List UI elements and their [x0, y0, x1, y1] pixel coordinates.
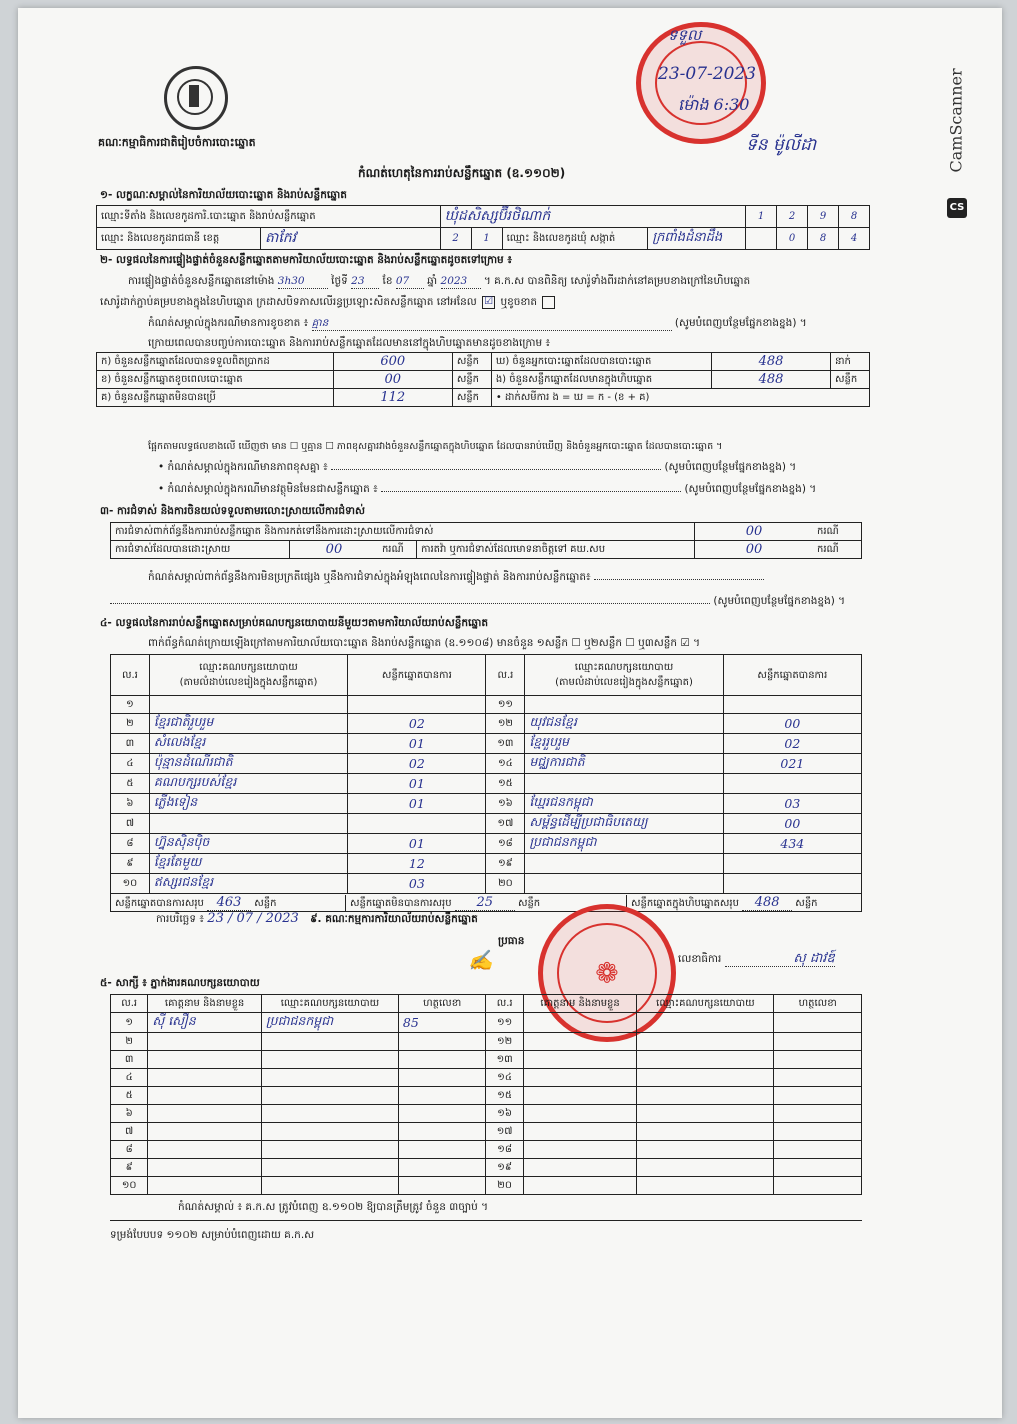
witness-signature	[774, 1013, 862, 1033]
witness-signature	[398, 1051, 486, 1069]
signing-date-line: ការបរិច្ឆេទ ៖ 23 / 07 / 2023 ៩. គណៈកម្មការការិយាល័យរាប់សន្លឹកឆ្នោត	[156, 911, 478, 926]
party-votes: 01	[348, 834, 486, 854]
seal-status-line: សោរ៉ូដាក់ភ្ជាប់គម្របខាងក្នុងនៃហិបឆ្នោត ក្រដាសបិទភាសលើរន្ធប្រឡោះសិតសន្លឹកឆ្នោត នៅអនែល ☑ ឬខូចខាត	[100, 295, 557, 309]
witness-party	[261, 1177, 398, 1195]
table-row	[111, 1105, 862, 1123]
witness-footer-note: កំណត់សម្គាល់ ៖ គ.ក.ស ត្រូវបំពេញ ឧ.១១០២ ឱ្យបានត្រឹមត្រូវ ចំនួន ៣ច្បាប់ ។	[178, 1201, 489, 1213]
party-votes	[348, 814, 486, 834]
commune-label: ឈ្មោះ និងលេខកូដឃុំ សង្កាត់	[502, 228, 648, 250]
province-label: ឈ្មោះ និងលេខកូដរាជធានី ខេត្ត	[97, 228, 261, 250]
party-votes	[348, 696, 486, 714]
party-no: ៨	[111, 834, 150, 854]
voters-value: 488	[712, 353, 831, 371]
witness-party	[261, 1141, 398, 1159]
table-row	[111, 774, 862, 794]
witness-name	[523, 1051, 637, 1069]
witness-name	[523, 1033, 637, 1051]
witness-party	[261, 1123, 398, 1141]
party-name	[525, 696, 723, 714]
col-party: ឈ្មោះគណបក្សនយោបាយ (តាមលំដាប់លេខរៀងក្នុងសន្លឹកឆ្នោត)	[525, 655, 723, 696]
witness-signature	[398, 1123, 486, 1141]
party-votes: 00	[723, 714, 861, 734]
verification-line: ការផ្ទៀងផ្ទាត់ចំនួនសន្លឹកឆ្នោតនៅម៉ោង 3h30 ថ្ងៃទី 23 ខែ 07 ឆ្នាំ 2023 ។ គ.ក.ស បានពិនិត្យ សោរ៉ូទាំងពីរដាក់នៅគម្របខាងក្រៅនៃហិបឆ្នោត	[128, 275, 751, 287]
col-no: ល.រ	[111, 655, 150, 696]
province-code-digit: 1	[471, 228, 502, 250]
party-votes: 01	[348, 774, 486, 794]
station-code-digit: 9	[808, 206, 839, 228]
party-name: ខ្មែររួបរួម	[525, 734, 723, 754]
witness-name	[523, 1087, 637, 1105]
party-votes	[723, 774, 861, 794]
camscanner-watermark	[943, 48, 973, 213]
party-no: ១៨	[486, 834, 525, 854]
witness-no: ១៨	[486, 1141, 523, 1159]
witness-signature	[774, 1051, 862, 1069]
commune-code-digit: 0	[777, 228, 808, 250]
witness-signature	[398, 1087, 486, 1105]
witness-no: ១១	[486, 1013, 523, 1033]
section5-title: ៥- សាក្សី ៖ ភ្នាក់ងារគណបក្សនយោបាយ	[100, 977, 260, 989]
col-votes: សន្លឹកឆ្នោតបានការ	[723, 655, 861, 696]
table-row	[111, 754, 862, 774]
table-row	[111, 874, 862, 894]
witness-no: ១២	[486, 1033, 523, 1051]
witness-signature	[398, 1177, 486, 1195]
witness-signature	[774, 1033, 862, 1051]
station-code-digit: 8	[839, 206, 870, 228]
foreign-object-note-line: • កំណត់សម្គាល់ក្នុងករណីមានវត្ថុមិនមែនជាសន្លឹកឆ្នោត ៖ (សូមបំពេញបន្ថែមផ្នែកខាងខ្នង) ។	[158, 483, 817, 495]
party-name: ឥស្សរជនខ្មែរ	[149, 874, 347, 894]
witness-no: ១៤	[486, 1069, 523, 1087]
discrepancy-note-line: • កំណត់សម្គាល់ក្នុងករណីមានភាពខុសគ្នា ៖ (សូមបំពេញបន្ថែមផ្នែកខាងខ្នង) ។	[158, 461, 797, 473]
witness-name	[523, 1013, 637, 1033]
witness-party	[637, 1033, 774, 1051]
damage-note-value: គ្មាន	[312, 316, 672, 331]
in-box-value: 488	[712, 371, 831, 389]
ballot-row: ខ) ចំនួនសន្លឹកឆ្នោតខូចពេលបោះឆ្នោត 00 សន្លឹក ង) ចំនួនសន្លឹកឆ្នោតដែលមានក្នុងហិបឆ្នោត 488 សន្លឹក	[97, 371, 870, 389]
section1-title: ១- លក្ខណៈសម្គាល់នៃការិយាល័យបោះឆ្នោត និងរាប់សន្លឹកឆ្នោត	[100, 189, 347, 201]
verification-month: 07	[396, 274, 424, 289]
witness-party	[637, 1159, 774, 1177]
witness-no: ១៦	[486, 1105, 523, 1123]
secretary-name: សុ ដាវឌ៍	[725, 952, 835, 967]
witness-name	[148, 1069, 262, 1087]
witness-signature	[398, 1033, 486, 1051]
table-row	[111, 1159, 862, 1177]
damage-note-line: កំណត់សម្គាល់ក្នុងករណីមានការខូចខាត ៖ គ្មាន (សូមបំពេញបន្ថែមផ្នែកខាងខ្នង) ។	[148, 317, 807, 329]
party-votes	[723, 696, 861, 714]
party-no: ១៥	[486, 774, 525, 794]
party-votes: 02	[348, 714, 486, 734]
complaint-row: ការជំទាស់ពាក់ព័ន្ធនឹងការរាប់សន្លឹកឆ្នោត និងការកត់ទៅនឹងការដោះស្រាយលើការជំទាស់ 00 ករណី	[111, 523, 862, 541]
party-no: ៦	[111, 794, 150, 814]
party-no: ១១	[486, 696, 525, 714]
party-no: ១២	[486, 714, 525, 734]
chair-label: ប្រធាន	[498, 935, 525, 947]
section3-title: ៣- ការជំទាស់ និងការចិនយល់ទទួលតាមរលោះស្រាយលើការជំទាស់	[100, 505, 365, 517]
complaint-count: 00	[695, 523, 814, 541]
witness-signature	[774, 1177, 862, 1195]
witness-party	[261, 1105, 398, 1123]
table-row	[111, 1087, 862, 1105]
party-results-table	[110, 654, 862, 912]
table-row	[111, 1013, 862, 1033]
witness-no: ១៣	[486, 1051, 523, 1069]
document-page	[18, 8, 1002, 1418]
witness-party	[637, 1177, 774, 1195]
witness-party	[637, 1051, 774, 1069]
party-no: ២០	[486, 874, 525, 894]
witness-party	[637, 1105, 774, 1123]
witness-party	[261, 1051, 398, 1069]
verification-time: 3h30	[278, 274, 328, 289]
table-row	[111, 814, 862, 834]
intact-checkbox[interactable]: ☑	[482, 296, 495, 309]
party-name	[525, 874, 723, 894]
witness-table: ល.រ គោត្តនាម និងនាមខ្លួន ឈ្មោះគណបក្សនយោបាយ ហត្ថលេខា ល.រ គោត្តនាម និងនាមខ្លួន ឈ្មោះគណបក្សនយោបាយ ហត្ថលេខា ១ ស៊ី សឿន ប្រជាជនកម្ពុជា 85 ១១ ២ ១២ ៣ ១៣ ៤ ១៤ ៥ ១៥ ៦ ១៦ ៧ ១៧ ៨ ១៨ ៩ ១៩ ១០ ២០	[110, 994, 862, 1195]
table-row	[111, 714, 862, 734]
ballot-row: ក) ចំនួនសន្លឹកឆ្នោតដែលបានទទួលពិតប្រាកដ 600 សន្លឹក ឃ) ចំនួនអ្នកបោះឆ្នោតដែលបានបោះឆ្នោត 488 នាក់	[97, 353, 870, 371]
witness-name	[148, 1033, 262, 1051]
witness-name	[148, 1087, 262, 1105]
table-row	[111, 794, 862, 814]
signing-date: 23 / 07 / 2023	[207, 911, 299, 926]
witness-party	[637, 1069, 774, 1087]
party-no: ១៩	[486, 854, 525, 874]
received-value: 600	[333, 353, 452, 371]
total-invalid: 25	[455, 895, 515, 911]
party-name: យុវជនខ្មែរ	[525, 714, 723, 734]
party-name: ប្រជាជនកម្ពុជា	[525, 834, 723, 854]
party-name: សម្ព័ន្ធដើម្បីប្រជាធិបតេយ្យ	[525, 814, 723, 834]
table-row	[111, 696, 862, 714]
party-no: ៣	[111, 734, 150, 754]
table-row	[111, 1069, 862, 1087]
complaint-table	[110, 522, 862, 559]
party-name: ភ្លើងទៀន	[149, 794, 347, 814]
complaint-row: ការជំទាស់ដែលបានដោះស្រាយ 00 ករណី ការតវ៉ា ឬការជំទាស់ដែលមោទនាចិត្តទៅ គឃ.សប 00 ករណី	[111, 541, 862, 559]
nec-emblem-icon	[164, 66, 228, 130]
witness-name	[148, 1051, 262, 1069]
secretary-line: លេខាធិការ សុ ដាវឌ៍	[678, 951, 835, 966]
party-no: ១០	[111, 874, 150, 894]
discrepancy-check-line: ផ្អែកតាមលទ្ធផលខាងលើ ឃើញថា មាន ☐ ឬគ្មាន ☐ ភាពខុសគ្នារវាងចំនួនសន្លឹកឆ្នោតក្នុងហិបឆ្នោត ដែលបានរាប់ឃើញ និងចំនួនអ្នកបោះឆ្នោត ដែលបានបោះឆ្នោត ។	[148, 441, 723, 452]
witness-no: ៩	[111, 1159, 148, 1177]
stamp-date: 23-07-2023	[658, 64, 757, 84]
province-value: តាកែវ	[261, 228, 441, 250]
party-no: ១៧	[486, 814, 525, 834]
station-id-table	[96, 205, 870, 250]
commune-value: ក្រពាំងដំនាដឹង	[648, 228, 746, 250]
witness-name	[148, 1105, 262, 1123]
witness-name	[523, 1069, 637, 1087]
party-no: ៤	[111, 754, 150, 774]
witness-name	[148, 1159, 262, 1177]
col-no: ល.រ	[486, 655, 525, 696]
org-name: គណៈកម្មាធិការជាតិរៀបចំការបោះឆ្នោត	[98, 136, 256, 149]
witness-name	[523, 1105, 637, 1123]
party-name: សំលេងខ្មែរ	[149, 734, 347, 754]
party-votes: 03	[348, 874, 486, 894]
party-name	[525, 774, 723, 794]
verification-day: 23	[351, 274, 379, 289]
section4-title: ៤- លទ្ធផលនៃការរាប់សន្លឹកឆ្នោតសម្រាប់គណបក្សនយោបាយនីមួយៗតាមការិយាល័យរាប់សន្លឹកឆ្នោត	[100, 617, 489, 629]
party-name	[525, 854, 723, 874]
party-no: ៥	[111, 774, 150, 794]
totals-row: សន្លឹកឆ្នោតបានការសរុប 463 សន្លឹក សន្លឹកឆ្នោតមិនបានការសរុប 25 សន្លឹក សន្លឹកឆ្នោតក្នុងហិបឆ្នោតសរុប 488 សន្លឹក	[111, 894, 862, 912]
form-footer-note: ទម្រង់បែបបទ ១១០២ សម្រាប់បំពេញដោយ គ.ក.ស	[110, 1229, 315, 1241]
witness-no: ៨	[111, 1141, 148, 1159]
witness-name: ស៊ី សឿន	[148, 1013, 262, 1033]
party-votes: 01	[348, 794, 486, 814]
witness-party: ប្រជាជនកម្ពុជា	[261, 1013, 398, 1033]
party-name: ឃ្មែរជនកម្ពុជា	[525, 794, 723, 814]
witness-party	[637, 1141, 774, 1159]
ballot-row: គ) ចំនួនសន្លឹកឆ្នោតមិនបានប្រើ 112 សន្លឹក • ដាក់សមីការ ង = ឃ = ក - (ខ + គ)	[97, 389, 870, 407]
table-row	[111, 1177, 862, 1195]
camscanner-brand: CamScanner	[946, 68, 966, 173]
party-name: ប៉ុន្មានដំណើរជាតិ	[149, 754, 347, 774]
witness-party	[261, 1159, 398, 1177]
commune-code-digit: 4	[839, 228, 870, 250]
witness-signature	[398, 1069, 486, 1087]
witness-party	[637, 1123, 774, 1141]
witness-signature	[774, 1141, 862, 1159]
province-code-digit: 2	[440, 228, 471, 250]
stamp-time: ម៉ោង 6:30	[678, 95, 750, 114]
party-name	[149, 814, 347, 834]
witness-signature	[398, 1105, 486, 1123]
witness-name	[148, 1177, 262, 1195]
table-row	[111, 1033, 862, 1051]
party-name: ខ្មែរជាតិរួបរួម	[149, 714, 347, 734]
party-votes	[723, 854, 861, 874]
witness-signature	[398, 1159, 486, 1177]
party-name: ខ្មែរតែមួយ	[149, 854, 347, 874]
witness-no: ២០	[486, 1177, 523, 1195]
party-name	[149, 696, 347, 714]
party-name: គណបក្សរបស់ខ្មែរ	[149, 774, 347, 794]
list-intro: ក្រោយពេលបានបញ្ចប់ការបោះឆ្នោត និងការរាប់សន្លឹកឆ្នោតដែលមាននៅក្នុងហិបឆ្នោតមានដូចខាងក្រោម ៖	[148, 337, 551, 349]
party-votes: 00	[723, 814, 861, 834]
forwarded-count: 00	[695, 541, 814, 559]
witness-no: ១៥	[486, 1087, 523, 1105]
total-in-box: 488	[742, 895, 792, 911]
party-no: ៧	[111, 814, 150, 834]
station-value: ឃុំដសិស្សប៊ីរថិណាក់	[440, 206, 745, 228]
witness-party	[261, 1069, 398, 1087]
witness-signature: 85	[398, 1013, 486, 1033]
table-row	[111, 1123, 862, 1141]
witness-no: ៣	[111, 1051, 148, 1069]
witness-party	[261, 1087, 398, 1105]
witness-no: ១៩	[486, 1159, 523, 1177]
party-votes	[723, 874, 861, 894]
witness-party	[637, 1087, 774, 1105]
station-code-digit: 2	[777, 206, 808, 228]
witness-no: ១៧	[486, 1123, 523, 1141]
party-no: ១៣	[486, 734, 525, 754]
witness-name	[523, 1123, 637, 1141]
complaint-note-continued: (សូមបំពេញបន្ថែមផ្នែកខាងខ្នង) ។	[110, 594, 845, 608]
party-votes: 02	[723, 734, 861, 754]
witness-no: ១០	[111, 1177, 148, 1195]
unused-value: 112	[333, 389, 452, 407]
witness-signature	[774, 1069, 862, 1087]
party-no: ១៦	[486, 794, 525, 814]
table-row	[111, 734, 862, 754]
party-name: មជ្ឈការជាតិ	[525, 754, 723, 774]
chair-signature: ✍	[468, 948, 493, 972]
commune-code-digit: 8	[808, 228, 839, 250]
col-votes: សន្លឹកឆ្នោតបានការ	[348, 655, 486, 696]
witness-name	[148, 1141, 262, 1159]
party-no: ៩	[111, 854, 150, 874]
ballot-count-table	[96, 352, 870, 407]
party-no: ២	[111, 714, 150, 734]
witness-no: ១	[111, 1013, 148, 1033]
complaint-note: កំណត់សម្គាល់ពាក់ព័ន្ធនឹងការមិនប្រក្រតីផ្សេង ឬនឹងការជំទាស់ក្នុងអំឡុងពេលនៃការផ្ទៀងផ្ទាត់ និងការរាប់សន្លឹកឆ្នោត៖	[148, 570, 764, 584]
witness-no: ៦	[111, 1105, 148, 1123]
damaged-checkbox[interactable]	[542, 296, 555, 309]
table-row	[111, 1051, 862, 1069]
stamp-signature: ទីន ម៉ូលីដា	[746, 135, 817, 155]
section4-intro: ពាក់ព័ន្ធកំណត់ក្រោយឡើងក្រៅតាមការិយាល័យបោះឆ្នោត និងរាប់សន្លឹកឆ្នោត (ឧ.១១០៨) មានចំនួន ១សន្លឹក ☐ ឬ២សន្លឹក ☐ ឬ៣សន្លឹក ☑ ។	[148, 637, 701, 649]
station-label: ឈ្មោះទីតាំង និងលេខកូដការិ.បោះឆ្នោត និងរាប់សន្លឹកឆ្នោត	[97, 206, 441, 228]
witness-name	[148, 1123, 262, 1141]
party-votes: 021	[723, 754, 861, 774]
party-votes: 12	[348, 854, 486, 874]
table-row	[111, 854, 862, 874]
camscanner-logo-icon: CS	[947, 198, 967, 218]
witness-signature	[398, 1141, 486, 1159]
party-name: ហ្វ៊ុនស៊ិនប៉ិច	[149, 834, 347, 854]
witness-no: ៥	[111, 1087, 148, 1105]
equation-label: • ដាក់សមីការ ង = ឃ = ក - (ខ + គ)	[491, 389, 869, 407]
party-votes: 01	[348, 734, 486, 754]
witness-signature	[774, 1123, 862, 1141]
stamp-received-text: ទទួល	[668, 26, 702, 44]
form-title: កំណត់ហេតុនៃការរាប់សន្លឹកឆ្នោត (ឧ.១១០២)	[358, 166, 566, 180]
witness-no: ២	[111, 1033, 148, 1051]
witness-no: ៧	[111, 1123, 148, 1141]
witness-no: ៤	[111, 1069, 148, 1087]
station-code-digit: 1	[746, 206, 777, 228]
party-votes: 02	[348, 754, 486, 774]
resolved-count: 00	[289, 541, 378, 559]
witness-signature	[774, 1159, 862, 1177]
witness-name	[523, 1177, 637, 1195]
verification-year: 2023	[441, 274, 481, 289]
total-valid: 463	[207, 895, 251, 911]
witness-party	[637, 1013, 774, 1033]
witness-party	[261, 1033, 398, 1051]
party-no: ១	[111, 696, 150, 714]
table-row	[111, 834, 862, 854]
witness-signature	[774, 1087, 862, 1105]
party-votes: 434	[723, 834, 861, 854]
party-no: ១៤	[486, 754, 525, 774]
party-votes: 03	[723, 794, 861, 814]
table-row	[111, 1141, 862, 1159]
witness-signature	[774, 1105, 862, 1123]
section2-title: ២- លទ្ធផលនៃការផ្ទៀងផ្ទាត់ចំនួនសន្លឹកឆ្នោតតាមការិយាល័យបោះឆ្នោត និងរាប់សន្លឹកឆ្នោតដូចតទៅក្រោម ៖	[100, 254, 512, 266]
seal-emblem-icon: ❁	[595, 956, 619, 990]
witness-name	[523, 1159, 637, 1177]
col-party: ឈ្មោះគណបក្សនយោបាយ (តាមលំដាប់លេខរៀងក្នុងសន្លឹកឆ្នោត)	[149, 655, 347, 696]
spoiled-value: 00	[333, 371, 452, 389]
witness-name	[523, 1141, 637, 1159]
